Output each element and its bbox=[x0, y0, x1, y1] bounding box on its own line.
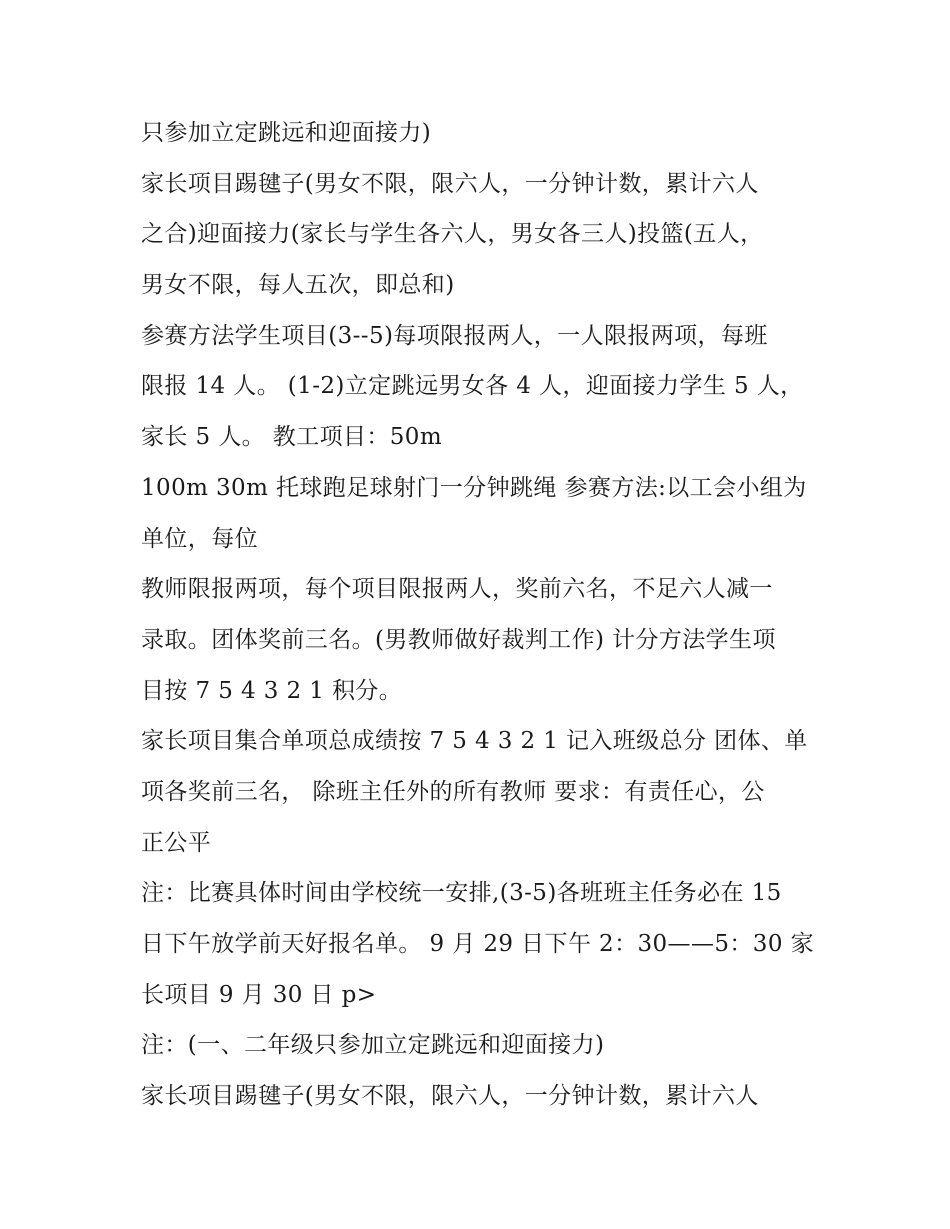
text-line: 家长 5 人。 教工项目：50m bbox=[141, 424, 443, 451]
text-line: 长项目 9 月 30 日 p> bbox=[141, 981, 377, 1008]
document-text bbox=[141, 108, 821, 1122]
text-line: 男女不限，每人五次，即总和) bbox=[141, 272, 455, 299]
text-line: 只参加立定跳远和迎面接力) bbox=[141, 120, 432, 146]
text-line: 100m 30m 托球跑足球射门一分钟跳绳 参赛方法:以工会小组为 bbox=[141, 474, 807, 501]
text-line: 正公平 bbox=[141, 829, 212, 856]
text-line: 项各奖前三名， 除班主任外的所有教师 要求：有责任心，公 bbox=[141, 778, 765, 805]
text-line: 之合)迎面接力(家长与学生各六人，男女各三人)投篮(五人， bbox=[141, 221, 764, 248]
text-line: 目按 7 5 4 3 2 1 积分。 bbox=[141, 677, 403, 704]
text-line: 家长项目踢毽子(男女不限，限六人，一分钟计数，累计六人 bbox=[141, 1083, 759, 1110]
text-line: 录取。团体奖前三名。(男教师做好裁判工作) 计分方法学生项 bbox=[141, 626, 776, 653]
text-line: 注：比赛具体时间由学校统一安排,(3-5)各班班主任务必在 15 bbox=[141, 880, 782, 907]
text-line: 参赛方法学生项目(3--5)每项限报两人，一人限报两项，每班 bbox=[141, 322, 768, 349]
text-line: 家长项目踢毽子(男女不限，限六人，一分钟计数，累计六人 bbox=[141, 170, 759, 197]
text-line: 日下午放学前天好报名单。 9 月 29 日下午 2：30——5：30 家 bbox=[141, 931, 814, 957]
text-line: 单位，每位 bbox=[141, 525, 258, 552]
text-line: 限报 14 人。 (1-2)立定跳远男女各 4 人，迎面接力学生 5 人， bbox=[141, 373, 804, 400]
text-line: 教师限报两项，每个项目限报两人，奖前六名，不足六人减一 bbox=[141, 576, 773, 603]
text-line: 家长项目集合单项总成绩按 7 5 4 3 2 1 记入班级总分 团体、单 bbox=[141, 728, 808, 755]
text-line: 注：(一、二年级只参加立定跳远和迎面接力) bbox=[141, 1032, 605, 1059]
